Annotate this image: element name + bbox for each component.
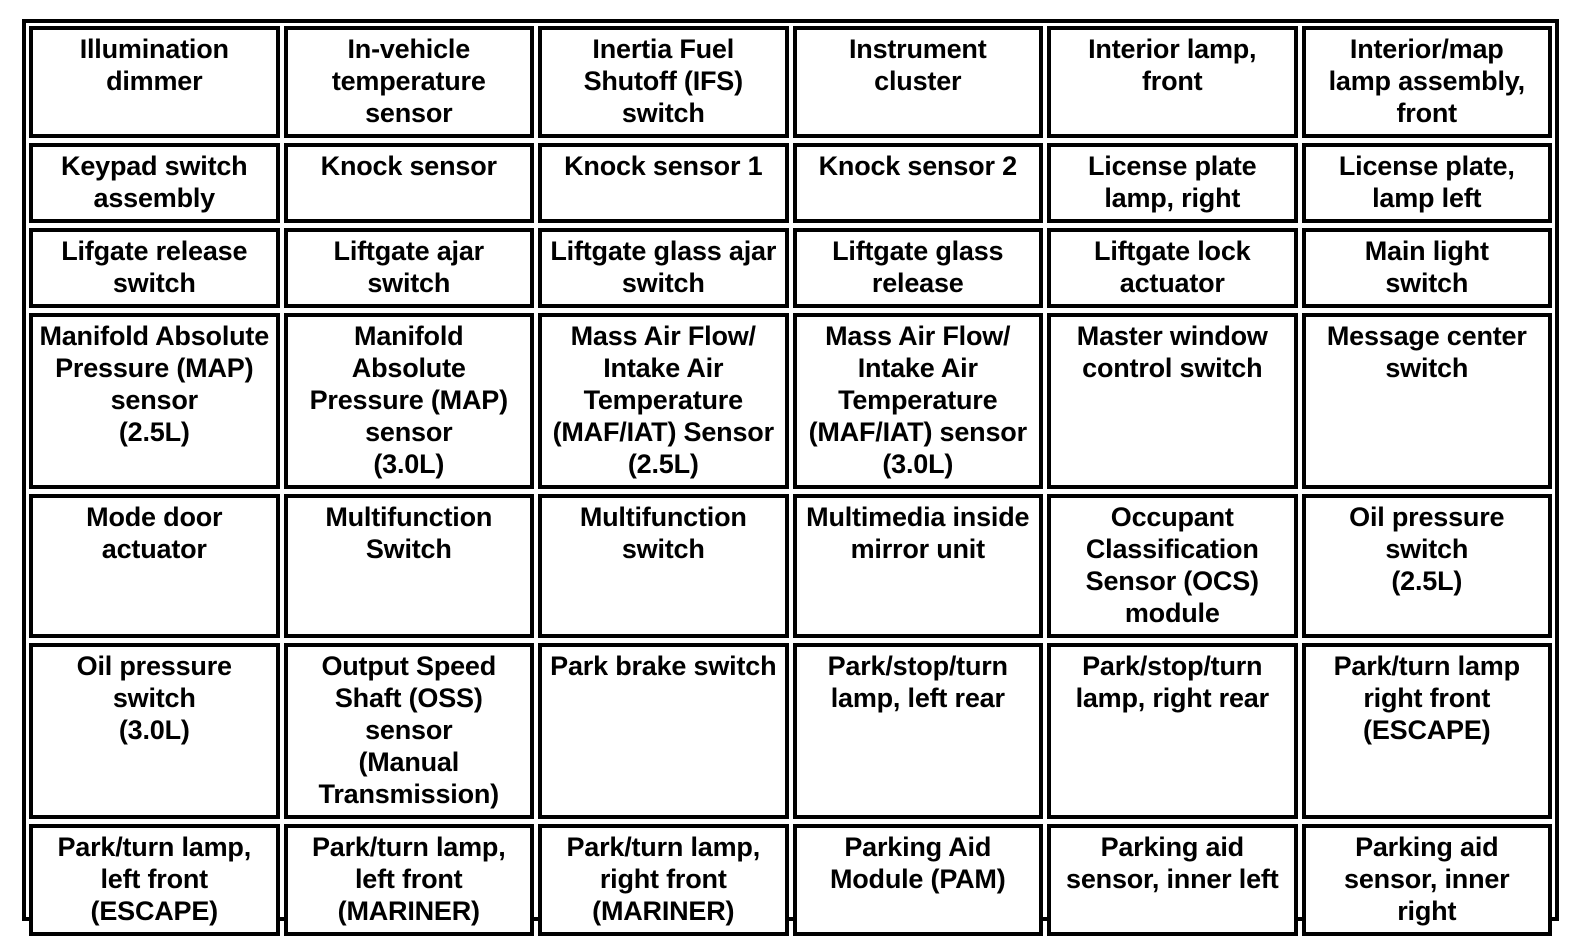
cell-label: Mass Air Flow/ Intake Air Temperature (MAF/IAT) Sensor (2.5L) (552, 321, 774, 479)
table-cell (538, 643, 789, 819)
cell-label: Illumination dimmer (79, 34, 229, 96)
table-cell (284, 313, 535, 489)
table-cell (1047, 143, 1298, 223)
component-table (22, 19, 1559, 926)
table-cell (1047, 643, 1298, 819)
cell-label: Parking aid sensor, inner right (1344, 832, 1510, 926)
table-cell (1047, 313, 1298, 489)
table-cell (284, 643, 535, 819)
cell-label: Park/stop/turn lamp, right rear (1075, 651, 1269, 713)
table-cell (1302, 26, 1553, 138)
cell-label: Manifold Absolute Pressure (MAP) sensor (3.0L) (309, 321, 508, 479)
component-grid (29, 26, 1552, 926)
cell-label: Lifgate release switch (61, 236, 248, 298)
table-cell (538, 494, 789, 638)
cell-label: Main light switch (1364, 236, 1489, 298)
cell-label: Oil pressure switch (2.5L) (1349, 502, 1505, 596)
cell-label: Knock sensor 1 (564, 151, 763, 181)
cell-label: Occupant Classification Sensor (OCS) module (1085, 502, 1259, 628)
cell-label: Inertia Fuel Shutoff (IFS) switch (583, 34, 743, 128)
table-cell (29, 143, 280, 223)
table-cell (29, 824, 280, 936)
cell-label: Master window control switch (1076, 321, 1268, 383)
table-cell (284, 143, 535, 223)
table-cell (284, 824, 535, 936)
cell-label: Liftgate ajar switch (333, 236, 484, 298)
cell-label: Mass Air Flow/ Intake Air Temperature (MAF/IAT) sensor (3.0L) (808, 321, 1027, 479)
table-cell (793, 643, 1044, 819)
cell-label: Park/stop/turn lamp, left rear (827, 651, 1008, 713)
cell-label: In-vehicle temperature sensor (331, 34, 486, 128)
cell-label: Parking aid sensor, inner left (1066, 832, 1279, 894)
cell-label: Interior/map lamp assembly, front (1328, 34, 1525, 128)
table-cell (284, 228, 535, 308)
table-cell (538, 143, 789, 223)
table-cell (284, 26, 535, 138)
table-cell (793, 143, 1044, 223)
cell-label: Park brake switch (550, 651, 777, 681)
cell-label: Oil pressure switch (3.0L) (76, 651, 232, 745)
table-cell (1047, 494, 1298, 638)
cell-label: Knock sensor 2 (818, 151, 1017, 181)
table-cell (793, 313, 1044, 489)
table-cell (793, 494, 1044, 638)
cell-label: Mode door actuator (86, 502, 223, 564)
table-cell (1047, 26, 1298, 138)
table-cell (793, 824, 1044, 936)
cell-label: Liftgate glass ajar switch (550, 236, 777, 298)
table-cell (538, 228, 789, 308)
cell-label: Knock sensor (320, 151, 497, 181)
cell-label: Output Speed Shaft (OSS) sensor (Manual Transmission) (318, 651, 499, 809)
table-cell (1047, 228, 1298, 308)
table-cell (29, 228, 280, 308)
cell-label: Park/turn lamp, left front (MARINER) (311, 832, 506, 926)
table-cell (29, 26, 280, 138)
table-cell (1302, 313, 1553, 489)
table-cell (538, 824, 789, 936)
table-cell (29, 494, 280, 638)
cell-label: Multifunction Switch (325, 502, 493, 564)
table-cell (1047, 824, 1298, 936)
cell-label: Manifold Absolute Pressure (MAP) sensor (2.5L) (39, 321, 270, 447)
table-cell (1302, 228, 1553, 308)
table-cell (538, 26, 789, 138)
cell-label: Park/turn lamp, right front (MARINER) (566, 832, 761, 926)
cell-label: License plate lamp, right (1088, 151, 1257, 213)
cell-label: Multifunction switch (579, 502, 747, 564)
cell-label: Multimedia inside mirror unit (806, 502, 1030, 564)
table-cell (1302, 643, 1553, 819)
table-cell (1302, 494, 1553, 638)
cell-label: License plate, lamp left (1338, 151, 1515, 213)
table-cell (538, 313, 789, 489)
table-cell (29, 313, 280, 489)
cell-label: Parking Aid Module (PAM) (829, 832, 1006, 894)
table-cell (29, 643, 280, 819)
cell-label: Message center switch (1326, 321, 1527, 383)
cell-label: Keypad switch assembly (61, 151, 248, 213)
cell-label: Park/turn lamp, left front (ESCAPE) (57, 832, 252, 926)
table-cell (793, 26, 1044, 138)
cell-label: Liftgate glass release (832, 236, 1004, 298)
cell-label: Park/turn lamp right front (ESCAPE) (1333, 651, 1520, 745)
table-cell (284, 494, 535, 638)
cell-label: Interior lamp, front (1088, 34, 1257, 96)
cell-label: Liftgate lock actuator (1094, 236, 1251, 298)
table-cell (1302, 143, 1553, 223)
cell-label: Instrument cluster (848, 34, 987, 96)
table-cell (1302, 824, 1553, 936)
table-cell (793, 228, 1044, 308)
